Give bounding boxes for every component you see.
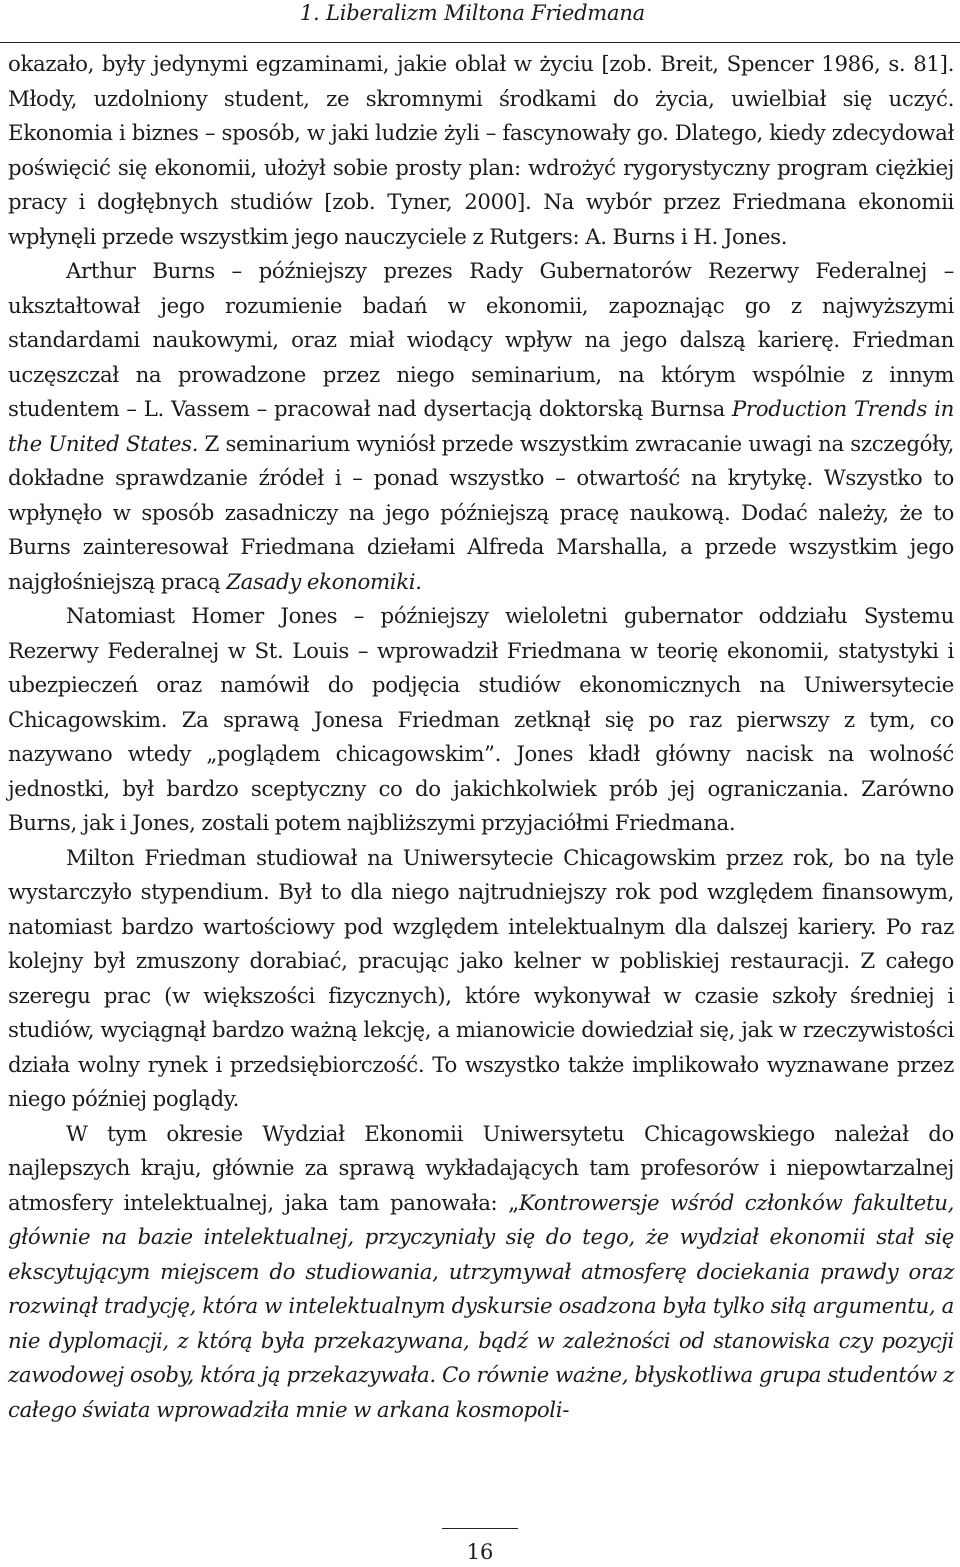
italic-text: Kontrowersje wśród członków fakultetu, głównie na bazie intelektualnej, przyczyniały się do tego, że wydział ekonomii stał się ekscytującym miejscem do studiowania, utrzymywał atmosferę dociekania prawdy oraz rozwinął tradycję, która w intelektualnym dyskursie osadzona była tylko siłą argumentu, a nie dyplomacji, z którą była przekazywana, bądź w zależności od stanowiska czy pozycji zawodowej osoby, która ją przekazywała. Co równie ważne, błyskotliwa grupa studentów z całego świata wprowadziła mnie w arkana kosmopoli- (8, 1190, 954, 1423)
running-head (0, 0, 960, 43)
page-number: 16 (466, 1540, 494, 1564)
paragraph (8, 1118, 954, 1429)
paragraph-text: Natomiast Homer Jones – późniejszy wieloletni gubernator oddziału Systemu Rezerwy Federalnej w St. Louis – wprowadził Friedmana w teorię ekonomii, statystyki i ubezpieczeń oraz namówił do podjęcia studiów ekonomicznych na Uniwersytecie Chicagowskim. Za sprawą Jonesa Friedman zetknął się po raz pierwszy z tym, co nazywano wtedy „poglądem chicagowskim”. Jones kładł główny nacisk na wolność jednostki, był bardzo sceptyczny co do jakichkolwiek prób jej ograniczania. Zarówno Burns, jak i Jones, zostali potem najbliższymi przyjaciółmi Friedmana. (8, 604, 954, 836)
body-text (8, 48, 954, 1428)
paragraph (8, 48, 954, 255)
paragraph-text: Z seminarium wyniósł przede wszystkim zwracanie uwagi na szczegóły, dokładne sprawdzanie źródeł i – ponad wszystko – otwartość na krytykę. Wszystko to wpłynęło w sposób zasadniczy na jego późniejszą pracę naukową. Dodać należy, że to Burns zainteresował Friedmana dziełami Alfreda Marshalla, a przede wszystkim jego najgłośniejszą pracą (8, 431, 954, 595)
paragraph-text: Milton Friedman studiował na Uniwersytecie Chicagowskim przez rok, bo na tyle wystarczyło stypendium. Był to dla niego najtrudniejszy rok pod względem finansowym, natomiast bardzo wartościowy pod względem intelektualnym dla dalszej kariery. Po raz kolejny był zmuszony dorabiać, pracując jako kelner w pobliskiej restauracji. Z całego szeregu prac (w większości fizycznych), które wykonywał w czasie szkoły średniej i studiów, wyciągnął bardzo ważną lekcję, a mianowicie dowiedział się, jak w rzeczywistości działa wolny rynek i przedsiębiorczość. To wszystko także implikowało wyznawane przez niego później poglądy. (8, 845, 954, 1112)
footnote-separator (442, 1528, 518, 1529)
paragraph (8, 255, 954, 600)
paragraph-text: okazało, były jedynymi egzaminami, jakie oblał w życiu [zob. Breit, Spencer 1986, s. 81]. Młody, uzdolniony student, ze skromnymi środkami do życia, uwielbiał się uczyć. Ekonomia i biznes – sposób, w jaki ludzie żyli – fascynowały go. Dlatego, kiedy zdecydował poświęcić się ekonomii, ułożył sobie prosty plan: wdrożyć rygorystyczny program ciężkiej pracy i dogłębnych studiów [zob. Tyner, 2000]. Na wybór przez Friedmana ekonomii wpłynęli przede wszystkim jego nauczyciele z Rutgers: A. Burns i H. Jones. (8, 52, 954, 250)
paragraph-text: W tym okresie Wydział Ekonomii Uniwersytetu Chicagowskiego należał do najlepszych kraju, głównie za sprawą wykładających tam profesorów i niepowtarzalnej atmosfery intelektualnej, jaka tam panowała: „ (8, 1121, 954, 1216)
italic-text: Zasady ekonomiki. (226, 569, 422, 595)
italic-text: Production Trends in the United States. (8, 397, 954, 457)
paragraph (8, 842, 954, 1118)
paragraph-text: Arthur Burns – późniejszy prezes Rady Gubernatorów Rezerwy Federalnej – ukształtował jego rozumienie badań w ekonomii, zapoznając go z najwyższymi standardami naukowymi, oraz miał wiodący wpływ na jego dalszą karierę. Friedman uczęszczał na prowadzone przez niego seminarium, na którym wspólnie z innym studentem – L. Vassem – pracował nad dysertacją doktorską Burnsa (8, 259, 954, 422)
running-head-title: 1. Liberalizm Miltona Friedmana (299, 1, 645, 25)
paragraph (8, 600, 954, 842)
